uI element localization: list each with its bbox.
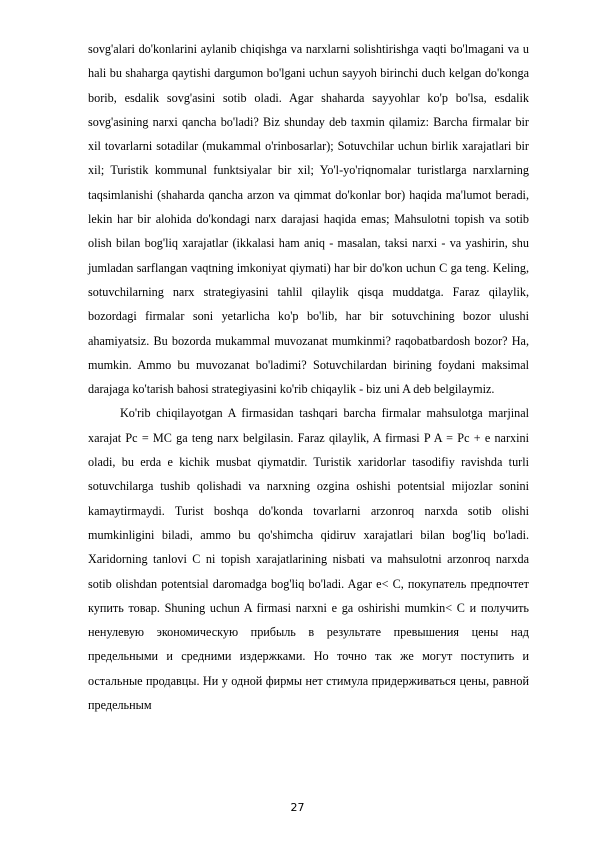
document-body [88, 37, 529, 717]
paragraph-1: sovg'alari do'konlarini aylanib chiqishga va narxlarni solishtirishga vaqti bo'lmagani va u hali bu shaharga qaytishi dargumon bo'lgani uchun sayyoh birinchi duch kelgan do'konga borib, esdalik sovg'asini sotib oladi. Agar shaharda sayyohlar ko'p bo'lsa, esdalik sovg'asining narxi qancha bo'ladi? Biz shunday deb taxmin qilamiz: Barcha firmalar bir xil tovarlarni sotadilar (mukammal o'rinbosarlar); Sotuvchilar uchun birlik xarajatlari bir xil; Turistik kommunal funktsiyalar bir xil; Yo'l-yo'riqnomalar turistlarga narxlarning taqsimlanishi (shaharda qancha arzon va qimmat do'konlar bor) haqida ma'lumot beradi, lekin har bir alohida do'kondagi narx darajasi haqida emas; Mahsulotni topish va sotib olish bilan bog'liq xarajatlar (ikkalasi ham aniq - masalan, taksi narxi - va yashirin, shu jumladan sarflangan vaqtning imkoniyat qiymati) har bir do'kon uchun C ga teng. Keling, sotuvchilarning narx strategiyasini tahlil qilaylik qisqa muddatga. Faraz qilaylik, bozordagi firmalar soni yetarlicha ko'p bo'lib, har bir sotuvchining bozor ulushi ahamiyatsiz. Bu bozorda mukammal muvozanat mumkinmi? raqobatbardosh bozor? Ha, mumkin. Ammo bu muvozanat bo'ladimi? Sotuvchilardan birining foydani maksimal darajaga ko'tarish bahosi strategiyasini ko'rib chiqaylik - biz uni A deb belgilaymiz. [88, 42, 529, 397]
paragraph-2: Ko'rib chiqilayotgan A firmasidan tashqari barcha firmalar mahsulotga marjinal xarajat Pc = MC ga teng narx belgilasin. Faraz qilaylik, A firmasi P A = Pc + e narxini oladi, bu erda e kichik musbat qiymatdir. Turistik xaridorlar tasodifiy ravishda turli sotuvchilarga tushib qolishadi va narxning ozgina oshishi potentsial mijozlar sonini kamaytirmaydi. Turist boshqa do'konda tovarlarni arzonroq narxda sotib olishi mumkinligini biladi, ammo bu qo'shimcha qidiruv xarajatlari bilan bog'liq bo'ladi. Xaridorning tanlovi C ni topish xarajatlarining nisbati va mahsulotni arzonroq narxda sotib olishdan potentsial daromadga bog'liq bo'ladi. Agar e< C, покупатель предпочтет купить товар. Shuning uchun A firmasi narxni e ga oshirishi mumkin< C и получить ненулевую экономическую прибыль в результате превышения цены над предельными и средними издержками. Но точно так же могут поступить и остальные продавцы. Ни у одной фирмы нет стимула придерживаться цены, равной предельным [88, 406, 529, 713]
page-number: 27 [290, 801, 305, 814]
